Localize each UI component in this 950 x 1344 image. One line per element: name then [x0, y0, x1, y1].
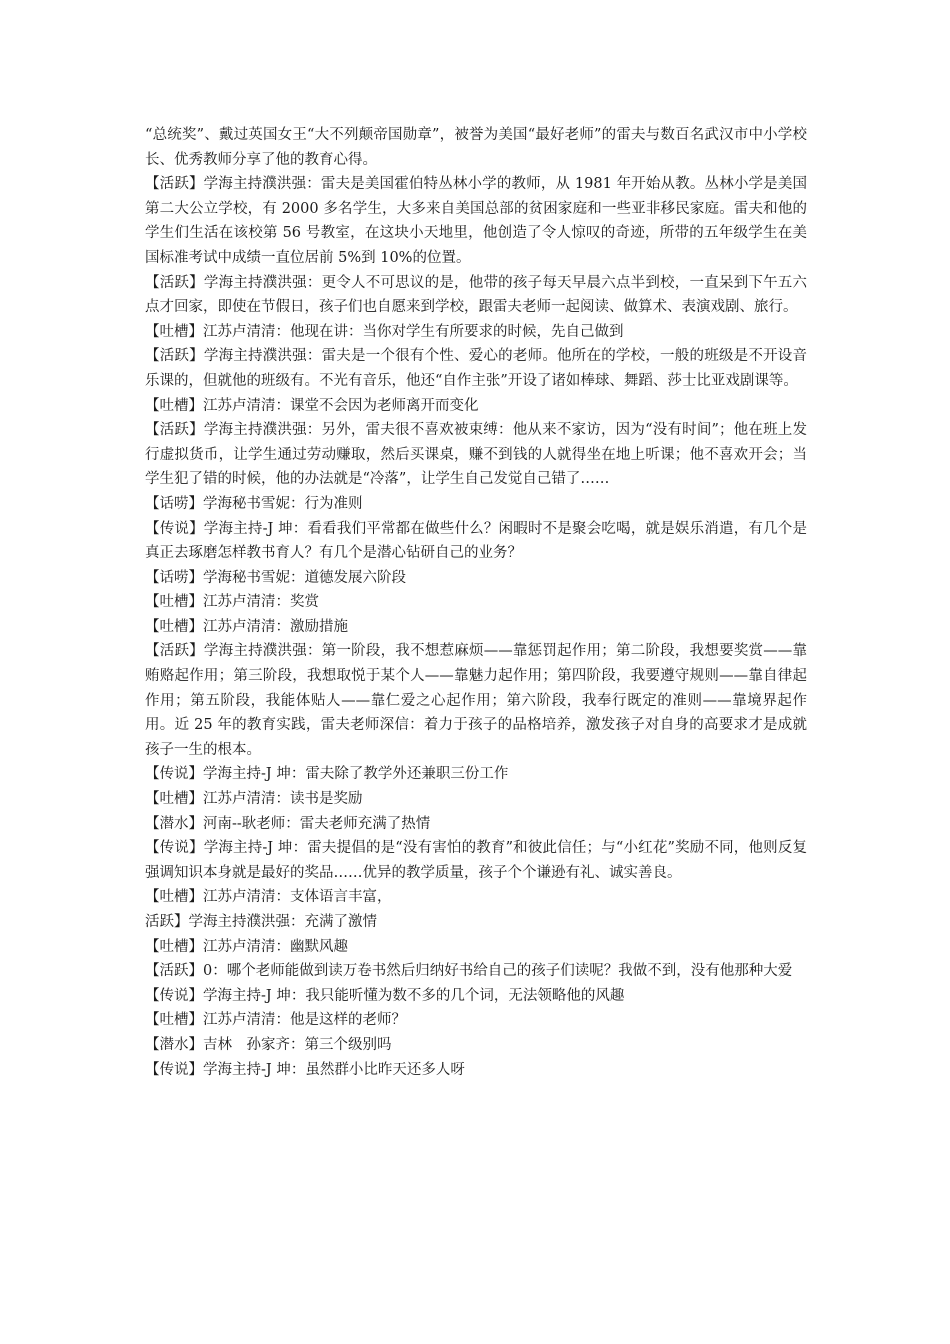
paragraph: 活跃】学海主持濮洪强：充满了激情: [145, 914, 377, 930]
paragraph: 【传说】学海主持-J 坤：虽然群小比昨天还多人呀: [145, 1061, 465, 1078]
paragraph: 【活跃】学海主持濮洪强：更令人不可思议的是，他带的孩子每天早晨六点半到校，一直呆到下午五六点才回家，即使在节假日，孩子们也自愿来到学校，跟雷夫老师一起阅读、做算术、表演戏剧、旅行。: [145, 274, 807, 316]
paragraph: 【吐槽】江苏卢清清：他现在讲：当你对学生有所要求的时候，先自己做到: [145, 323, 624, 340]
paragraph: 【话唠】学海秘书雪妮：行为准则: [145, 495, 363, 512]
paragraph: 【潜水】河南--耿老师：雷夫老师充满了热情: [145, 815, 431, 832]
paragraph: 【传说】学海主持-J 坤：雷夫除了教学外还兼职三份工作: [145, 766, 509, 783]
paragraph: 【活跃】学海主持濮洪强：雷夫是一个很有个性、爱心的老师。他所在的学校，一般的班级是不开设音乐课的，但就他的班级有。不光有音乐，他还“自作主张”开设了诸如棒球、舞蹈、莎士比亚戏剧课等。: [145, 348, 807, 389]
paragraph: 【传说】学海主持-J 坤：雷夫提倡的是“没有害怕的教育”和彼此信任；与“小红花”奖励不同，他则反复强调知识本身就是最好的奖品……优异的教学质量，孩子个个谦逊有礼、诚实善良。: [145, 840, 808, 881]
paragraph: 【活跃】学海主持濮洪强：另外，雷夫很不喜欢被束缚：他从来不家访，因为“没有时间”；他在班上发行虚拟货币，让学生通过劳动赚取，然后买课桌，赚不到钱的人就得坐在地上听课；他不喜欢开会；当学生犯了错的时候，他的办法就是“冷落”，让学生自己发觉自己错了……: [145, 422, 807, 488]
document-body: [145, 123, 807, 1082]
paragraph: 【吐槽】江苏卢清清：他是这样的老师？: [145, 1012, 406, 1029]
paragraph: 【活跃】学海主持濮洪强：雷夫是美国霍伯特丛林小学的教师，从 1981 年开始从教。丛林小学是美国第二大公立学校，有 2000 多名学生，大多来自美国总部的贫困家庭和一些亚非移民家庭。雷夫和他的学生们生活在该校第 56 号教室，在这块小天地里，他创造了令人惊叹的奇迹，所带的五年级学生在美国标准考试中成绩一直位居前 5%到 10%的位置。: [145, 176, 807, 266]
paragraph: 【吐槽】江苏卢清清：读书是奖励: [145, 791, 363, 808]
paragraph: 【传说】学海主持-J 坤：看看我们平常都在做些什么？闲暇时不是聚会吃喝，就是娱乐消遣，有几个是真正去琢磨怎样教书育人？有几个是潜心钻研自己的业务？: [145, 520, 807, 562]
paragraph: 【活跃】0：哪个老师能做到读万卷书然后归纳好书给自己的孩子们读呢？我做不到，没有他那种大爱: [145, 963, 793, 980]
paragraph: 【话唠】学海秘书雪妮：道德发展六阶段: [145, 569, 406, 586]
paragraph: 【潜水】吉林 孙家齐：第三个级别吗: [145, 1036, 392, 1053]
paragraph: 【吐槽】江苏卢清清：课堂不会因为老师离开而变化: [145, 397, 479, 414]
paragraph: 【活跃】学海主持濮洪强：第一阶段，我不想惹麻烦——靠惩罚起作用；第二阶段，我想要奖赏——靠贿赂起作用；第三阶段，我想取悦于某个人——靠魅力起作用；第四阶段，我要遵守规则——靠自律起作用；第五阶段，我能体贴人——靠仁爱之心起作用；第六阶段，我奉行既定的准则——靠境界起作用。近 25 年的教育实践，雷夫老师深信：着力于孩子的品格培养，激发孩子对自身的高要求才是成就孩子一生的根本。: [145, 643, 807, 758]
paragraph: 【吐槽】江苏卢清清：支体语言丰富，: [145, 889, 392, 906]
paragraph: 【吐槽】江苏卢清清：幽默风趣: [145, 938, 348, 955]
paragraph: “总统奖”、戴过英国女王“大不列颠帝国勋章”，被誉为美国“最好老师”的雷夫与数百名武汉市中小学校长、优秀教师分享了他的教育心得。: [145, 127, 807, 168]
paragraph: 【吐槽】江苏卢清清：奖赏: [145, 594, 319, 611]
paragraph: 【传说】学海主持-J 坤：我只能听懂为数不多的几个词，无法领略他的风趣: [145, 987, 625, 1004]
paragraph: 【吐槽】江苏卢清清：激励措施: [145, 618, 348, 635]
